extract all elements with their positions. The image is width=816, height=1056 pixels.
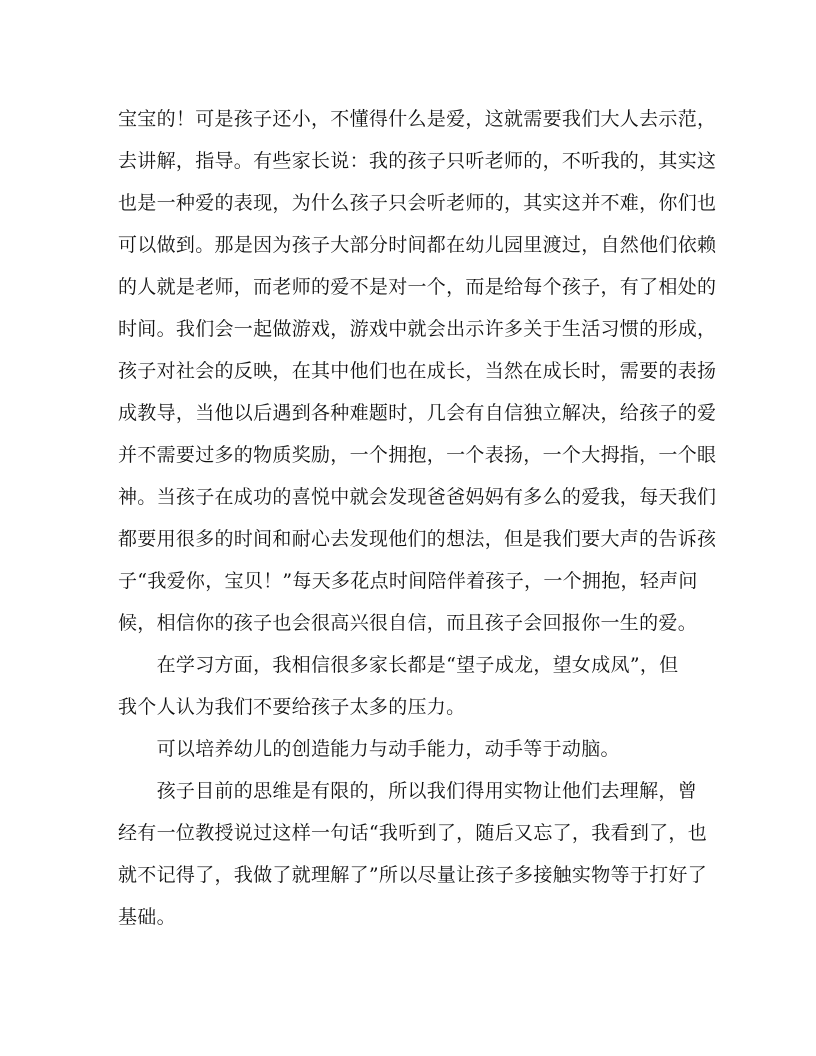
body-text bbox=[118, 98, 717, 938]
text-line: 可以培养幼儿的创造能力与动手能力，动手等于动脑。 bbox=[118, 738, 620, 760]
text-line: 宝宝的！可是孩子还小，不懂得什么是爱，这就需要我们大人去示范， bbox=[118, 108, 717, 130]
text-line: 时间。我们会一起做游戏，游戏中就会出示许多关于生活习惯的形成， bbox=[118, 318, 717, 340]
text-line: 候，相信你的孩子也会很高兴很自信，而且孩子会回报你一生的爱。 bbox=[118, 612, 698, 634]
text-line: 都要用很多的时间和耐心去发现他们的想法，但是我们要大声的告诉孩 bbox=[118, 528, 717, 550]
text-line: 基础。 bbox=[118, 906, 176, 928]
text-line: 神。当孩子在成功的喜悦中就会发现爸爸妈妈有多么的爱我，每天我们 bbox=[118, 486, 717, 508]
text-line: 并不需要过多的物质奖励，一个拥抱，一个表扬，一个大拇指，一个眼 bbox=[118, 444, 717, 466]
text-line: 孩子目前的思维是有限的，所以我们得用实物让他们去理解，曾 bbox=[118, 780, 698, 802]
text-line: 孩子对社会的反映，在其中他们也在成长，当然在成长时，需要的表扬 bbox=[118, 360, 717, 382]
text-line: 去讲解，指导。有些家长说：我的孩子只听老师的，不听我的，其实这 bbox=[118, 150, 717, 172]
text-line: 经有一位教授说过这样一句话“我听到了，随后又忘了，我看到了，也 bbox=[118, 822, 708, 844]
text-line: 的人就是老师，而老师的爱不是对一个，而是给每个孩子，有了相处的 bbox=[118, 276, 717, 298]
text-line: 就不记得了，我做了就理解了”所以尽量让孩子多接触实物等于打好了 bbox=[118, 864, 708, 886]
text-line: 在学习方面，我相信很多家长都是“望子成龙，望女成凤”，但 bbox=[118, 654, 679, 676]
text-line: 可以做到。那是因为孩子大部分时间都在幼儿园里渡过，自然他们依赖 bbox=[118, 234, 717, 256]
text-line: 子“我爱你，宝贝！”每天多花点时间陪伴着孩子，一个拥抱，轻声问 bbox=[118, 570, 698, 592]
text-line: 我个人认为我们不要给孩子太多的压力。 bbox=[118, 696, 466, 718]
text-line: 成教导，当他以后遇到各种难题时，几会有自信独立解决，给孩子的爱 bbox=[118, 402, 717, 424]
text-line: 也是一种爱的表现，为什么孩子只会听老师的，其实这并不难，你们也 bbox=[118, 192, 717, 214]
